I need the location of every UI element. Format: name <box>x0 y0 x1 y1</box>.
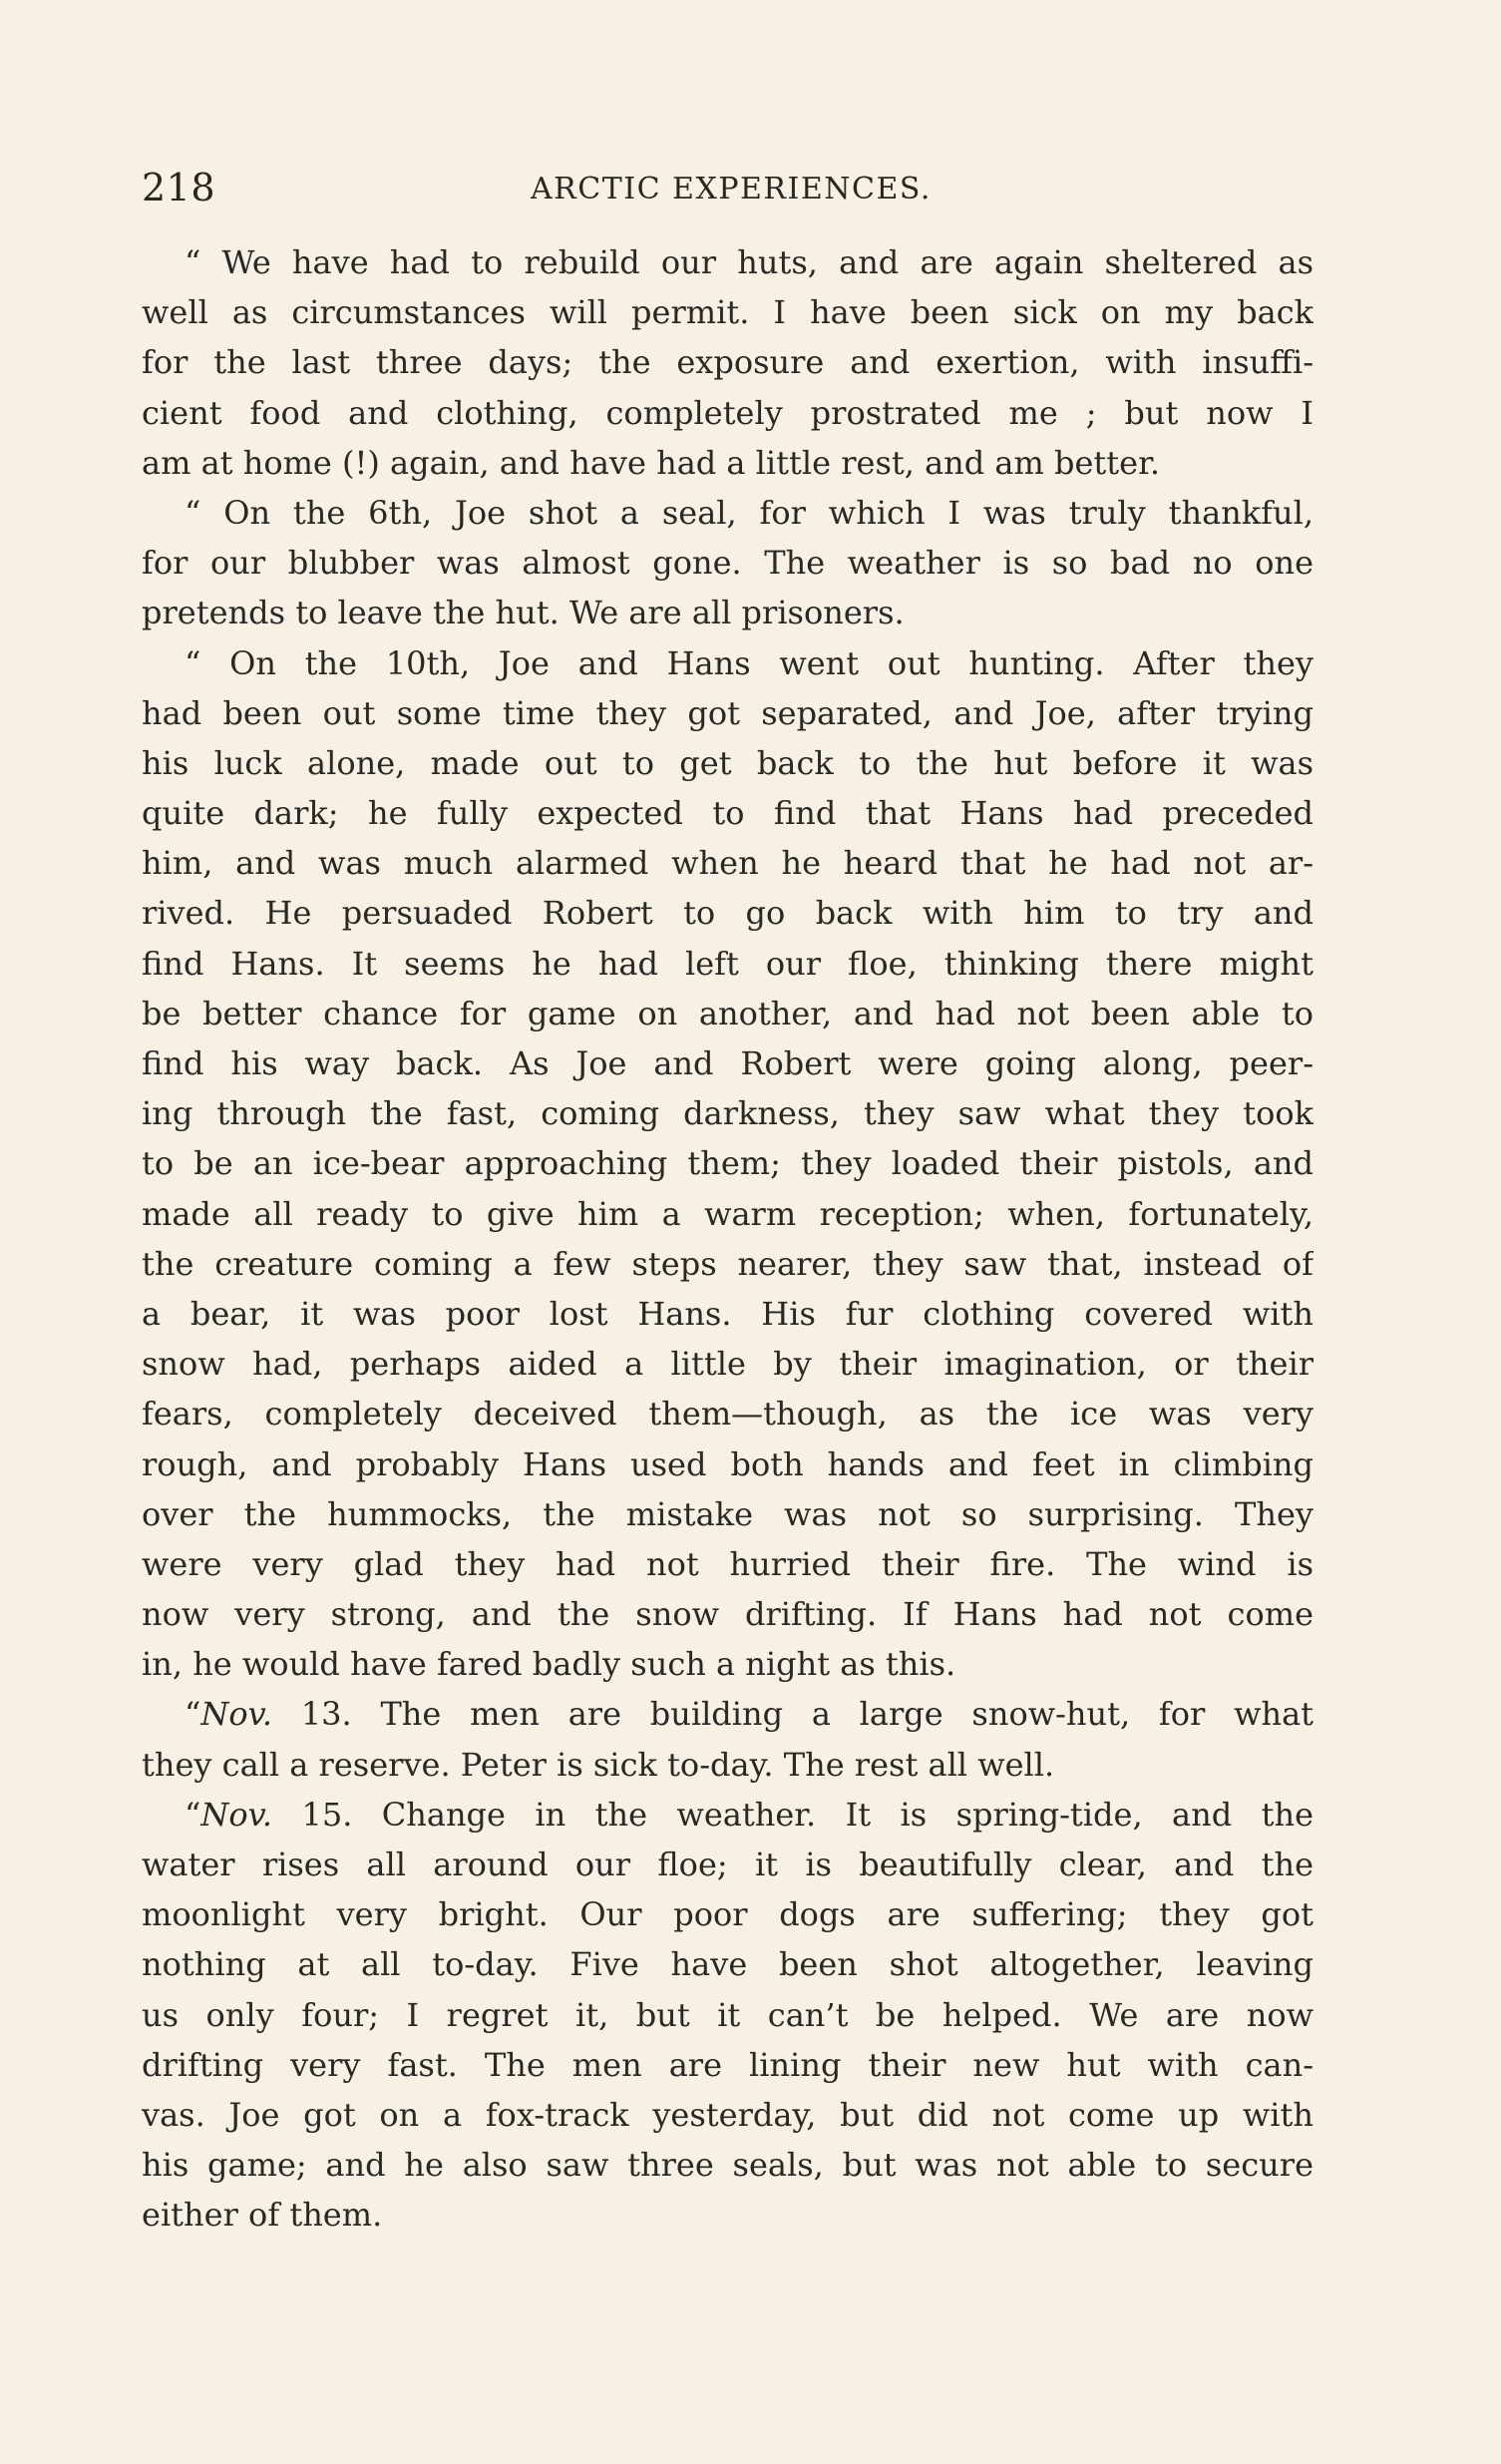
text-line <box>142 1489 1313 1539</box>
line-text: ing through the fast, coming darkness, they saw what they took <box>142 1094 1313 1133</box>
text-line <box>142 1339 1313 1389</box>
line-text: be better chance for game on another, and had not been able to <box>142 994 1313 1032</box>
line-text: rough, and probably Hans used both hands and feet in climbing <box>142 1444 1313 1483</box>
text-line <box>142 1939 1313 1989</box>
line-text: drifting very fast. The men are lining their new hut with can- <box>142 2045 1313 2084</box>
line-text: well as circumstances will permit. I have been sick on my back <box>142 293 1313 332</box>
text-line <box>142 337 1313 387</box>
quote-mark: “ <box>185 1695 201 1734</box>
text-line <box>142 888 1313 938</box>
text-line <box>142 287 1313 337</box>
text-line <box>142 2090 1313 2140</box>
text-line <box>142 1539 1313 1589</box>
line-text: water rises all around our floe; it is beautifully clear, and the <box>142 1846 1313 1883</box>
text-line <box>142 1740 1313 1790</box>
text-line <box>142 1990 1313 2040</box>
line-text: made all ready to give him a warm reception; when, fortunately, <box>142 1194 1313 1233</box>
line-text: rived. He persuaded Robert to go back with him to try and <box>142 894 1313 933</box>
line-text: they call a reserve. Peter is sick to-day. The rest all well. <box>142 1745 1055 1784</box>
text-line <box>142 1189 1313 1239</box>
line-text: now very strong, and the snow drifting. If Hans had not come <box>142 1595 1313 1634</box>
line-text: am at home (!) again, and have had a little rest, and am better. <box>142 443 1161 482</box>
body-text <box>142 237 1313 2241</box>
text-line <box>142 1239 1313 1289</box>
line-text: pretends to leave the hut. We are all prisoners. <box>142 594 905 632</box>
text-line <box>142 638 1313 688</box>
date-label: Nov. <box>200 1795 273 1834</box>
date-label: Nov. <box>200 1695 273 1734</box>
line-text: “ On the 6th, Joe shot a seal, for which I was truly thankful, <box>185 493 1313 532</box>
text-line <box>142 2040 1313 2090</box>
line-text: either of them. <box>142 2196 383 2235</box>
line-text: us only four; I regret it, but it can’t be helped. We are now <box>142 1995 1313 2034</box>
running-head <box>142 166 1313 215</box>
text-line <box>142 237 1313 287</box>
line-text: snow had, perhaps aided a little by their imagination, or their <box>142 1345 1313 1384</box>
text-line <box>142 1790 1313 1840</box>
text-line <box>142 1589 1313 1639</box>
text-line <box>142 488 1313 538</box>
line-text: cient food and clothing, completely prostrated me ; but now I <box>142 393 1313 432</box>
text-line <box>142 1439 1313 1489</box>
line-text: “ We have had to rebuild our huts, and are again sheltered as <box>185 243 1313 281</box>
text-line <box>142 1689 1313 1739</box>
text-line <box>142 588 1313 637</box>
line-text: his luck alone, made out to get back to the hut before it was <box>142 743 1313 782</box>
text-line <box>142 1289 1313 1339</box>
line-text: 15. Change in the weather. It is spring-tide, and the <box>272 1795 1313 1834</box>
text-line <box>142 438 1313 488</box>
line-text: were very glad they had not hurried their fire. The wind is <box>142 1544 1313 1583</box>
line-text: “ On the 10th, Joe and Hans went out hunting. After they <box>185 643 1313 682</box>
text-line <box>142 1038 1313 1088</box>
line-text: had been out some time they got separated, and Joe, after trying <box>142 693 1313 732</box>
text-line <box>142 838 1313 888</box>
line-text: 13. The men are building a large snow-hut, for what <box>272 1695 1313 1734</box>
text-line <box>142 989 1313 1038</box>
line-text: moonlight very bright. Our poor dogs are suffering; they got <box>142 1895 1313 1934</box>
text-line <box>142 1840 1313 1889</box>
text-line <box>142 538 1313 588</box>
text-line <box>142 2190 1313 2240</box>
running-title: ARCTIC EXPERIENCES. <box>531 172 932 206</box>
line-text: find his way back. As Joe and Robert were going along, peer- <box>142 1044 1313 1082</box>
line-text: over the hummocks, the mistake was not so surprising. They <box>142 1494 1313 1533</box>
page-number: 218 <box>142 166 216 209</box>
text-line <box>142 2140 1313 2190</box>
line-text: nothing at all to-day. Five have been shot altogether, leaving <box>142 1945 1313 1984</box>
text-line <box>142 388 1313 438</box>
text-line <box>142 1889 1313 1939</box>
text-line <box>142 939 1313 989</box>
line-text: vas. Joe got on a fox-track yesterday, but did not come up with <box>142 2095 1313 2134</box>
text-line <box>142 688 1313 738</box>
line-text: fears, completely deceived them—though, as the ice was very <box>142 1395 1313 1434</box>
line-text: find Hans. It seems he had left our floe, thinking there might <box>142 944 1313 983</box>
line-text: the creature coming a few steps nearer, they saw that, instead of <box>142 1244 1313 1283</box>
line-text: his game; and he also saw three seals, but was not able to secure <box>142 2146 1313 2185</box>
text-line <box>142 1389 1313 1438</box>
text-line <box>142 1088 1313 1138</box>
line-text: for our blubber was almost gone. The weather is so bad no one <box>142 544 1313 583</box>
text-line <box>142 1138 1313 1188</box>
text-line <box>142 738 1313 788</box>
line-text: him, and was much alarmed when he heard that he had not ar- <box>142 844 1313 883</box>
line-text: a bear, it was poor lost Hans. His fur clothing covered with <box>142 1294 1313 1333</box>
line-text: quite dark; he fully expected to find that Hans had preceded <box>142 794 1313 833</box>
line-text: to be an ice-bear approaching them; they loaded their pistols, and <box>142 1144 1313 1183</box>
text-line <box>142 1639 1313 1689</box>
quote-mark: “ <box>185 1795 201 1834</box>
text-line <box>142 788 1313 838</box>
line-text: for the last three days; the exposure and exertion, with insuffi- <box>142 343 1313 382</box>
line-text: in, he would have fared badly such a night as this. <box>142 1645 956 1684</box>
